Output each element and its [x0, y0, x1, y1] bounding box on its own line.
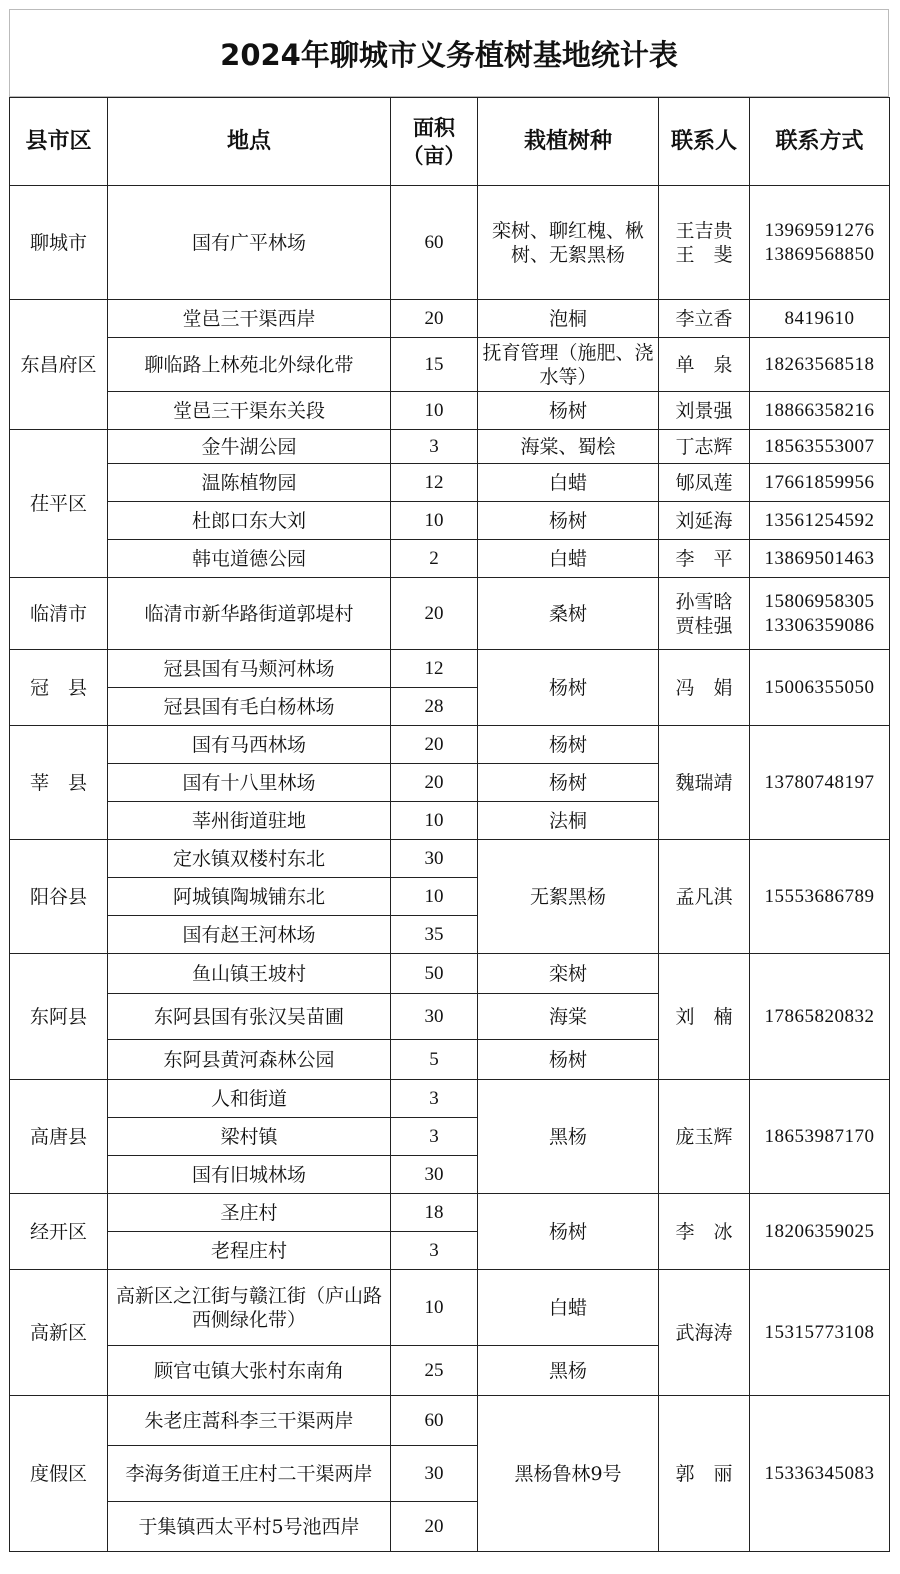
area-cell: 20: [391, 1502, 478, 1552]
area-cell: 2: [391, 540, 478, 578]
species-cell: 泡桐: [478, 300, 659, 338]
area-cell: 5: [391, 1040, 478, 1080]
header-phone: 联系方式: [750, 98, 890, 186]
contact-cell: 武海涛: [659, 1270, 750, 1396]
location-cell: 阿城镇陶城铺东北: [108, 878, 391, 916]
table-row: [10, 392, 890, 430]
phone-cell: 15336345083: [750, 1396, 890, 1552]
area-cell: 12: [391, 650, 478, 688]
species-cell: 栾树、聊红槐、楸树、无絮黑杨: [478, 186, 659, 300]
county-cell: 经开区: [10, 1194, 108, 1270]
county-cell: 高新区: [10, 1270, 108, 1396]
species-cell: 杨树: [478, 764, 659, 802]
contact-cell: 刘景强: [659, 392, 750, 430]
table-row: [10, 1194, 890, 1232]
location-cell: 东阿县黄河森林公园: [108, 1040, 391, 1080]
header-contact: 联系人: [659, 98, 750, 186]
species-cell: 杨树: [478, 726, 659, 764]
contact-cell: 刘延海: [659, 502, 750, 540]
area-cell: 18: [391, 1194, 478, 1232]
contact-cell: 孟凡淇: [659, 840, 750, 954]
county-cell: 阳谷县: [10, 840, 108, 954]
contact-cell: 刘 楠: [659, 954, 750, 1080]
area-cell: 15: [391, 338, 478, 392]
contact-cell: 郭 丽: [659, 1396, 750, 1552]
table-row: [10, 502, 890, 540]
county-cell: 莘 县: [10, 726, 108, 840]
species-cell: 黑杨鲁林9号: [478, 1396, 659, 1552]
county-cell: 茌平区: [10, 430, 108, 578]
contact-cell: 李 冰: [659, 1194, 750, 1270]
table-row: [10, 840, 890, 878]
area-cell: 10: [391, 1270, 478, 1346]
location-cell: 于集镇西太平村5号池西岸: [108, 1502, 391, 1552]
phone-cell: 13869501463: [750, 540, 890, 578]
header-location: 地点: [108, 98, 391, 186]
area-cell: 25: [391, 1346, 478, 1396]
area-cell: 30: [391, 1156, 478, 1194]
location-cell: 韩屯道德公园: [108, 540, 391, 578]
area-cell: 10: [391, 502, 478, 540]
header-county: 县市区: [10, 98, 108, 186]
county-cell: 东阿县: [10, 954, 108, 1080]
area-cell: 3: [391, 1232, 478, 1270]
location-cell: 顾官屯镇大张村东南角: [108, 1346, 391, 1396]
area-cell: 20: [391, 578, 478, 650]
area-cell: 10: [391, 802, 478, 840]
species-cell: 白蜡: [478, 540, 659, 578]
location-cell: 临清市新华路街道郭堤村: [108, 578, 391, 650]
area-cell: 30: [391, 1446, 478, 1502]
location-cell: 聊临路上林苑北外绿化带: [108, 338, 391, 392]
table-row: [10, 540, 890, 578]
phone-cell: 18866358216: [750, 392, 890, 430]
table-row: [10, 578, 890, 650]
location-cell: 堂邑三干渠西岸: [108, 300, 391, 338]
area-cell: 30: [391, 840, 478, 878]
species-cell: 黑杨: [478, 1346, 659, 1396]
phone-cell: 13780748197: [750, 726, 890, 840]
table-row: [10, 650, 890, 688]
phone-cell: 13561254592: [750, 502, 890, 540]
species-cell: 杨树: [478, 502, 659, 540]
phone-cell: 18206359025: [750, 1194, 890, 1270]
location-cell: 金牛湖公园: [108, 430, 391, 464]
area-cell: 20: [391, 300, 478, 338]
table-row: [10, 430, 890, 464]
location-cell: 冠县国有马颊河林场: [108, 650, 391, 688]
location-cell: 李海务街道王庄村二干渠两岸: [108, 1446, 391, 1502]
phone-cell: 17661859956: [750, 464, 890, 502]
area-cell: 28: [391, 688, 478, 726]
phone-cell: 8419610: [750, 300, 890, 338]
area-cell: 10: [391, 878, 478, 916]
contact-cell: 庞玉辉: [659, 1080, 750, 1194]
table-row: [10, 186, 890, 300]
area-cell: 60: [391, 186, 478, 300]
area-cell: 3: [391, 1080, 478, 1118]
species-cell: 法桐: [478, 802, 659, 840]
location-cell: 鱼山镇王坡村: [108, 954, 391, 994]
table-header-row: [10, 98, 890, 186]
contact-cell: 李 平: [659, 540, 750, 578]
phone-cell: 13969591276 13869568850: [750, 186, 890, 300]
phone-cell: 17865820832: [750, 954, 890, 1080]
location-cell: 莘州街道驻地: [108, 802, 391, 840]
area-cell: 35: [391, 916, 478, 954]
contact-cell: 孙雪晗 贾桂强: [659, 578, 750, 650]
species-cell: 黑杨: [478, 1080, 659, 1194]
location-cell: 人和街道: [108, 1080, 391, 1118]
location-cell: 东阿县国有张汉吴苗圃: [108, 994, 391, 1040]
county-cell: 东昌府区: [10, 300, 108, 430]
phone-cell: 15806958305 13306359086: [750, 578, 890, 650]
table-row: [10, 954, 890, 994]
area-cell: 30: [391, 994, 478, 1040]
area-cell: 20: [391, 764, 478, 802]
phone-cell: 15553686789: [750, 840, 890, 954]
area-cell: 3: [391, 1118, 478, 1156]
table-row: [10, 300, 890, 338]
table-row: [10, 464, 890, 502]
species-cell: 栾树: [478, 954, 659, 994]
contact-cell: 魏瑞靖: [659, 726, 750, 840]
document-page: [9, 9, 889, 1565]
species-cell: 白蜡: [478, 1270, 659, 1346]
area-cell: 3: [391, 430, 478, 464]
phone-cell: 15315773108: [750, 1270, 890, 1396]
location-cell: 国有赵王河林场: [108, 916, 391, 954]
table-row: [10, 1270, 890, 1346]
location-cell: 梁村镇: [108, 1118, 391, 1156]
table-row: [10, 1396, 890, 1446]
area-cell: 50: [391, 954, 478, 994]
species-cell: 海棠、蜀桧: [478, 430, 659, 464]
location-cell: 国有十八里林场: [108, 764, 391, 802]
species-cell: 抚育管理（施肥、浇水等）: [478, 338, 659, 392]
location-cell: 冠县国有毛白杨林场: [108, 688, 391, 726]
species-cell: 桑树: [478, 578, 659, 650]
county-cell: 度假区: [10, 1396, 108, 1552]
header-species: 栽植树种: [478, 98, 659, 186]
location-cell: 堂邑三干渠东关段: [108, 392, 391, 430]
table-row: [10, 338, 890, 392]
species-cell: 海棠: [478, 994, 659, 1040]
county-cell: 冠 县: [10, 650, 108, 726]
species-cell: 杨树: [478, 392, 659, 430]
location-cell: 国有旧城林场: [108, 1156, 391, 1194]
location-cell: 定水镇双楼村东北: [108, 840, 391, 878]
table-row: [10, 726, 890, 764]
species-cell: 杨树: [478, 1194, 659, 1270]
area-cell: 10: [391, 392, 478, 430]
planting-base-table: [9, 97, 890, 1552]
contact-cell: 郇凤莲: [659, 464, 750, 502]
location-cell: 圣庄村: [108, 1194, 391, 1232]
species-cell: 杨树: [478, 650, 659, 726]
area-cell: 20: [391, 726, 478, 764]
species-cell: 杨树: [478, 1040, 659, 1080]
phone-cell: 15006355050: [750, 650, 890, 726]
location-cell: 国有广平林场: [108, 186, 391, 300]
table-row: [10, 1080, 890, 1118]
contact-cell: 单 泉: [659, 338, 750, 392]
county-cell: 高唐县: [10, 1080, 108, 1194]
contact-cell: 冯 娟: [659, 650, 750, 726]
contact-cell: 丁志辉: [659, 430, 750, 464]
location-cell: 高新区之江街与赣江街（庐山路西侧绿化带）: [108, 1270, 391, 1346]
phone-cell: 18263568518: [750, 338, 890, 392]
area-cell: 60: [391, 1396, 478, 1446]
species-cell: 白蜡: [478, 464, 659, 502]
species-cell: 无絮黑杨: [478, 840, 659, 954]
location-cell: 朱老庄蒿科李三干渠两岸: [108, 1396, 391, 1446]
location-cell: 国有马西林场: [108, 726, 391, 764]
county-cell: 临清市: [10, 578, 108, 650]
area-cell: 12: [391, 464, 478, 502]
phone-cell: 18563553007: [750, 430, 890, 464]
contact-cell: 李立香: [659, 300, 750, 338]
header-area: 面积（亩）: [391, 98, 478, 186]
phone-cell: 18653987170: [750, 1080, 890, 1194]
county-cell: 聊城市: [10, 186, 108, 300]
location-cell: 温陈植物园: [108, 464, 391, 502]
location-cell: 老程庄村: [108, 1232, 391, 1270]
page-title: 2024年聊城市义务植树基地统计表: [220, 37, 678, 72]
location-cell: 杜郎口东大刘: [108, 502, 391, 540]
contact-cell: 王吉贵 王 斐: [659, 186, 750, 300]
title-bar: [9, 9, 889, 97]
